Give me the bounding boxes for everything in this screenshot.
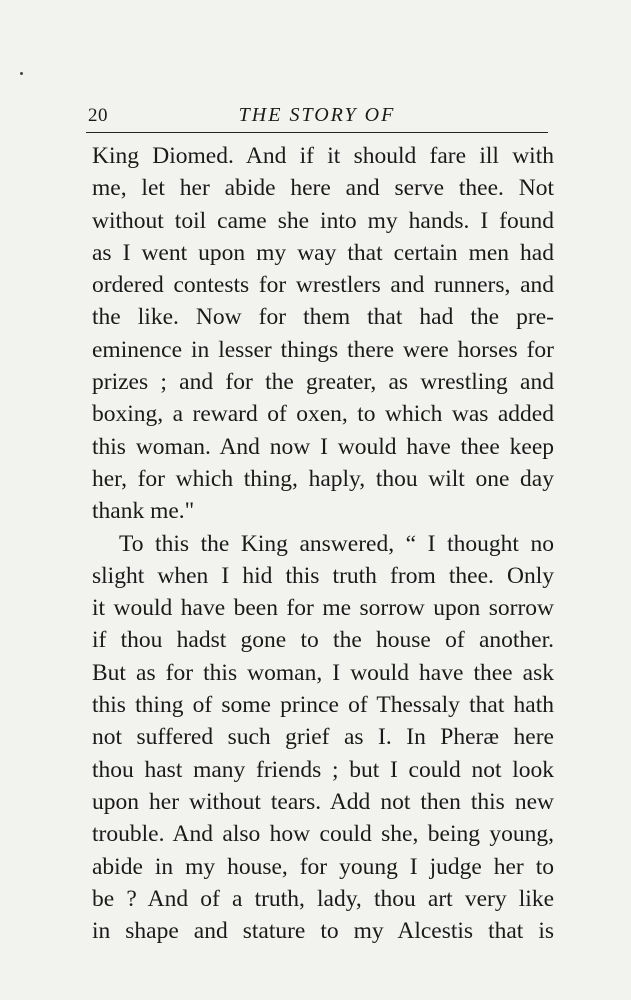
text-line: eminence in lesser things there were horses for [92,336,554,363]
text-line: King Diomed. And if it should fare ill with [92,143,554,169]
text-line: abide in my house, for young I judge her to [92,853,554,880]
paragraph-end-line: thank me." [92,498,195,525]
text-line: the like. Now for them that had the pre- [92,304,554,331]
text-line: not suffered such grief as I. In Pheræ here [92,724,554,751]
text-line: as I went upon my way that certain men had [92,239,554,266]
running-title: THE STORY OF [238,104,396,126]
text-line: it would have been for me sorrow upon sorrow [92,595,554,622]
text-line: if thou hadst gone to the house of another. [92,627,554,654]
text-line: without toil came she into my hands. I found [92,207,554,234]
text-line: boxing, a reward of oxen, to which was added [92,401,554,428]
text-line: prizes ; and for the greater, as wrestling and [92,369,554,396]
text-line: But as for this woman, I would have thee ask [92,659,554,686]
text-line: in shape and stature to my Alcestis that is [92,918,554,945]
text-line: this woman. And now I would have thee keep [92,433,554,460]
header-rule [86,132,548,133]
page-number: 20 [88,105,108,126]
page-header [86,103,548,129]
text-line: her, for which thing, haply, thou wilt one day [92,465,554,492]
text-line: thou hast many friends ; but I could not look [92,756,554,783]
text-line: me, let her abide here and serve thee. Not [92,175,554,202]
ink-speck [20,72,23,75]
text-line: slight when I hid this truth from thee. Only [92,562,554,589]
paragraph-start-line: To this the King answered, “ I thought no [119,530,554,557]
text-line: this thing of some prince of Thessaly that hath [92,692,554,719]
body-text [92,140,554,947]
text-line: upon her without tears. Add not then this new [92,788,554,815]
text-line: be ? And of a truth, lady, thou art very like [92,885,554,912]
text-line: trouble. And also how could she, being young, [92,821,554,848]
text-line: ordered contests for wrestlers and runners, and [92,272,554,299]
